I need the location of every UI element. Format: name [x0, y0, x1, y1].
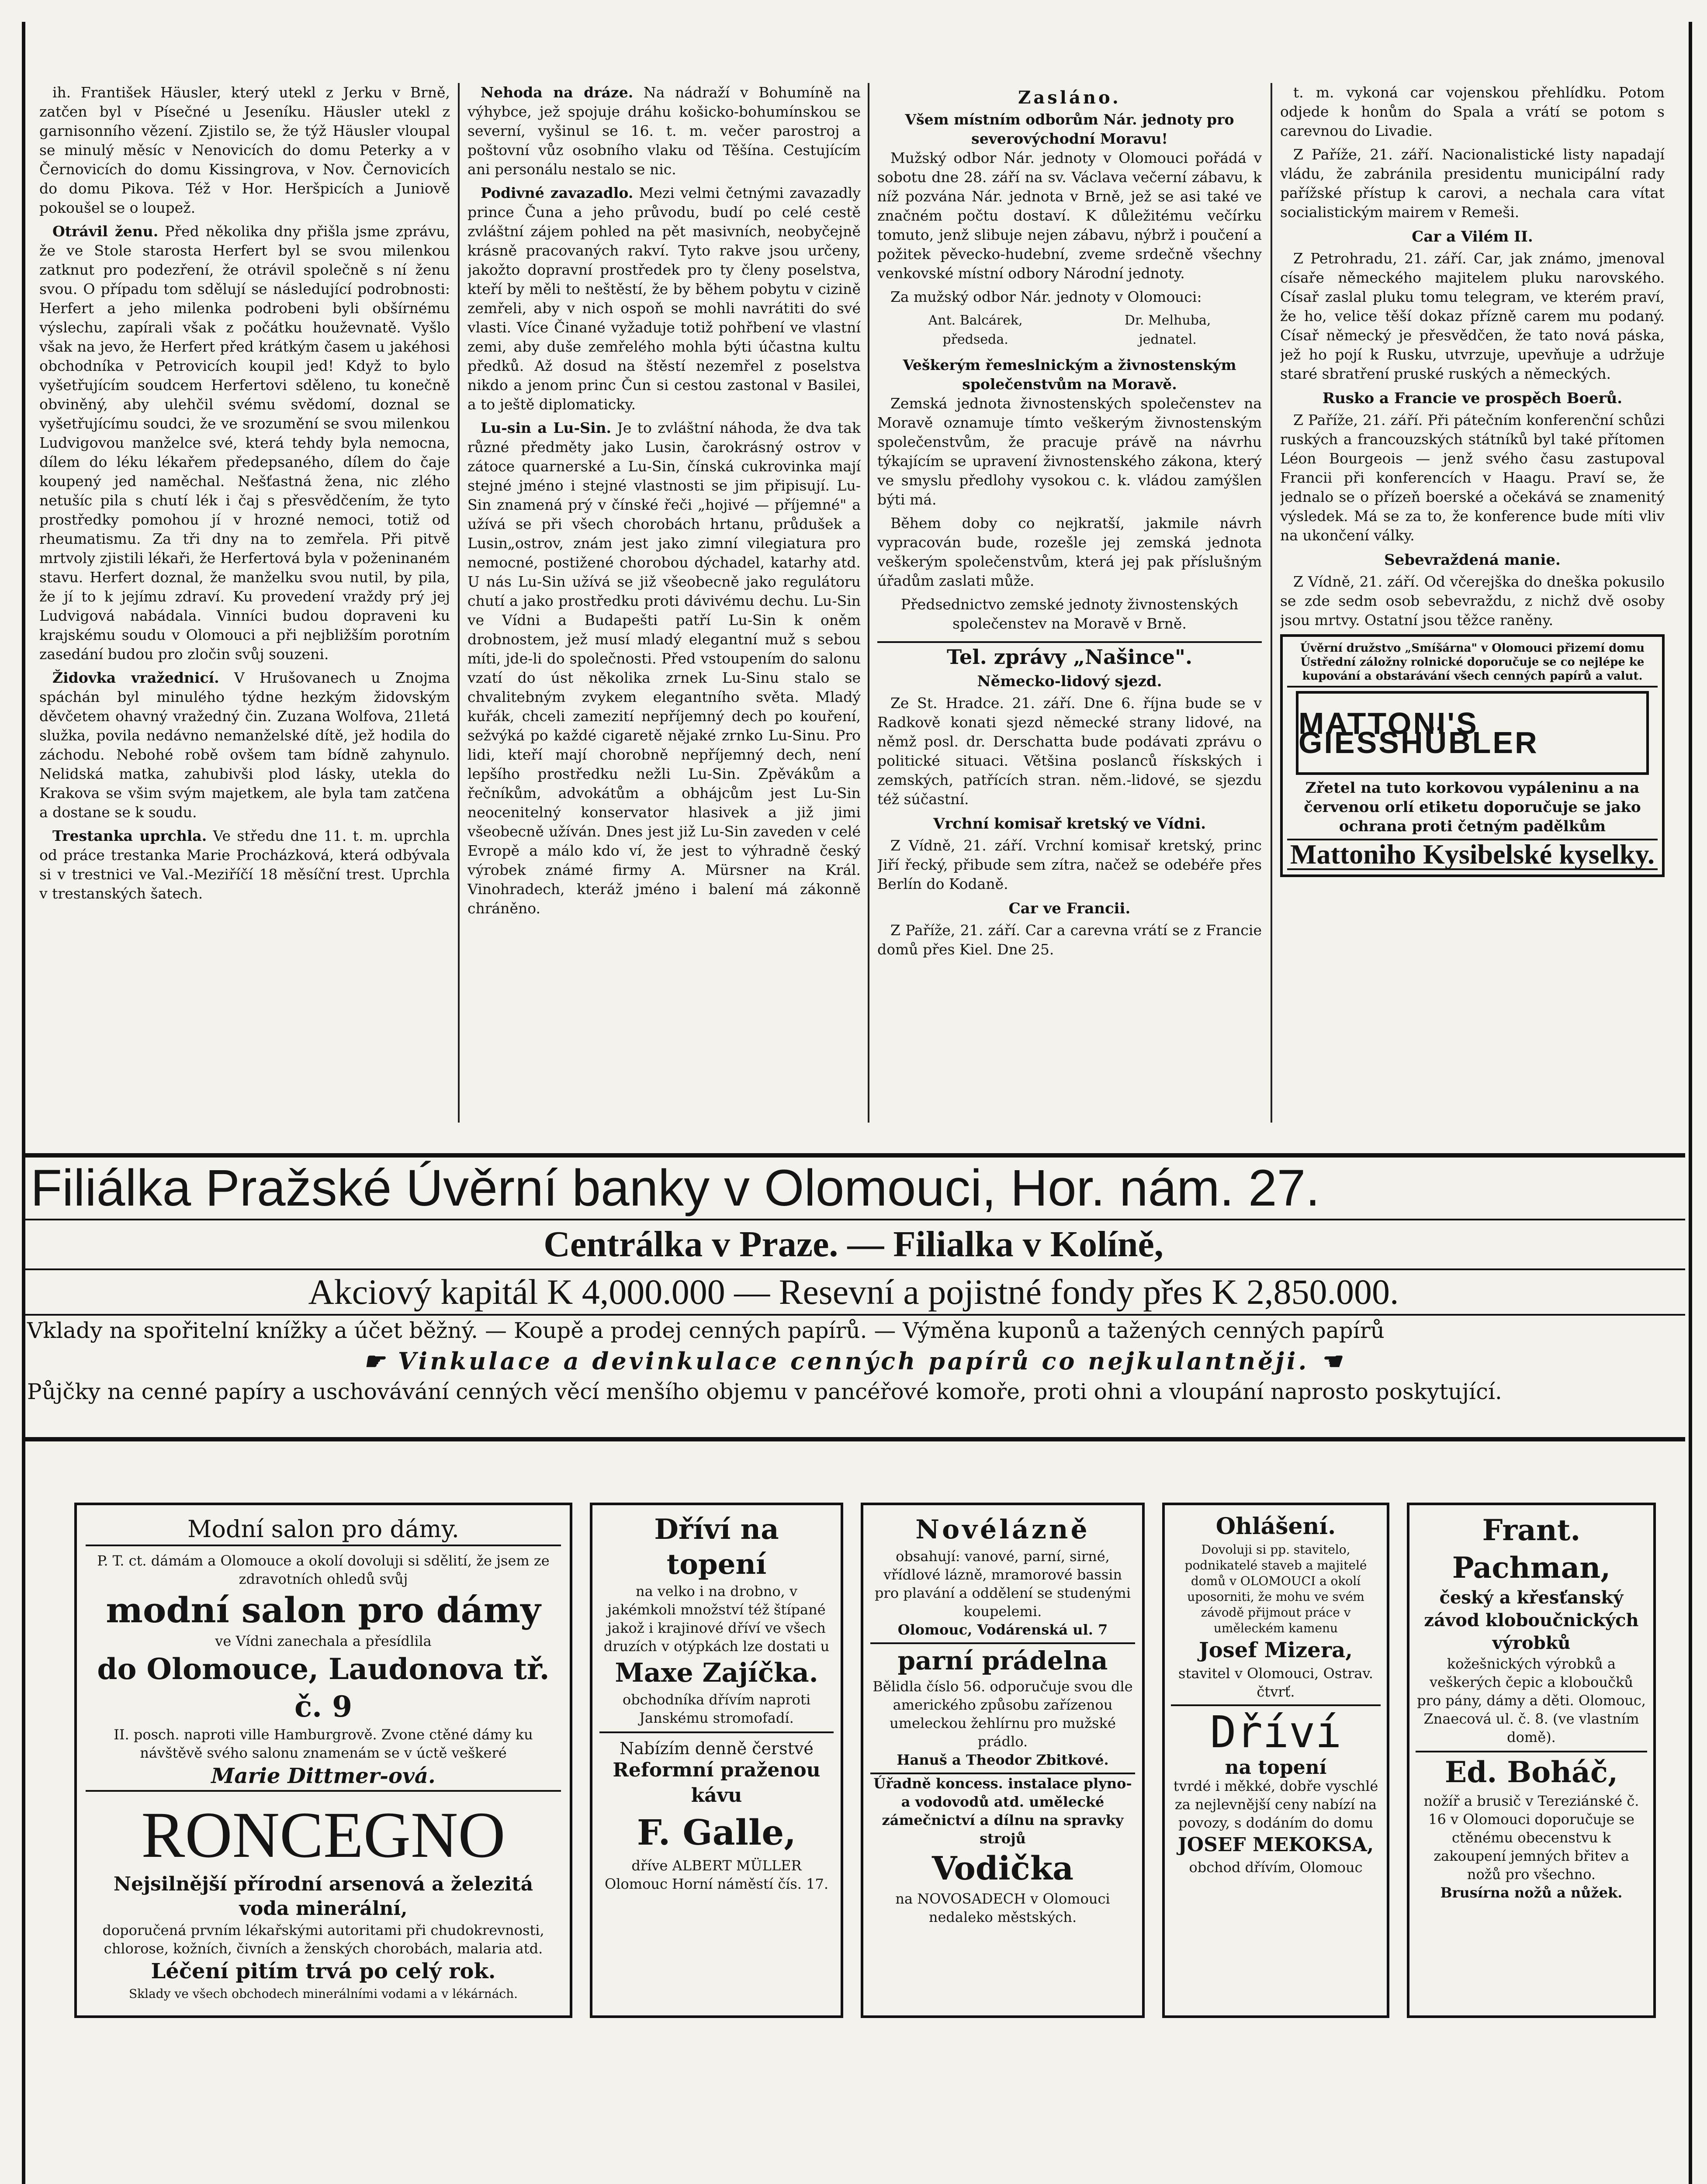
advert-text: Bělidla číslo 56. odporučuje svou dle amerického způsobu zařízenou umeleckou žehlírnu pro mužské prádlo. [873, 1678, 1133, 1750]
bank-title: Filiálka Pražské Úvěrní banky v Olomouci, Hor. nám. 27. [22, 1158, 1685, 1220]
article-text: Za mužský odbor Nár. jednoty v Olomouci: [890, 288, 1202, 305]
advert-highlight: modní salon pro dámy [106, 1590, 541, 1631]
advert-text: na NOVOSADECH v Olomouci nedaleko městských. [895, 1890, 1110, 1925]
article-text: Na nádraží v Bohumíně na výhybce, jež spojuje dráhu košicko-bohumínskou se severní, vyšinul se 16. t. m. večer parostroj a poštovní vůz osobního vlaku od Těšína. Cestujícím ani personálu nestalo se nic. [467, 84, 861, 178]
mattoni-logo: MATTONI'S GIESSHÜBLER [1296, 691, 1649, 775]
advert-name: Josef Mizera, [1199, 1638, 1353, 1662]
advert-text: doporučená prvním lékařskými autoritami při chudokrevnosti, chlorose, kožních, čivních a ženských chorobách, malaria atd. [102, 1922, 544, 1957]
advert-address: Olomouc, Vodárenská ul. 7 [870, 1621, 1135, 1644]
article-heading: Rusko a Francie ve prospěch Boerů. [1322, 390, 1623, 407]
article-text: t. m. vykoná car vojenskou přehlídku. Potom odjede k honům do Spala a vrátí se potom s carevnou do Livadie. [1280, 84, 1665, 139]
signature-name: Dr. Melhuba, [1124, 313, 1211, 328]
signature-role: předseda. [942, 332, 1008, 347]
column-divider [1271, 83, 1272, 1123]
advert-name: JOSEF MEKOKSA, [1177, 1834, 1374, 1856]
signature-role: jednatel. [1139, 332, 1197, 347]
pointing-hand-icon: ☛ [363, 1347, 398, 1375]
advert-text: Úřadně koncess. instalace plyno- a vodovodů atd. umělecké zámečnictví a dílnu na spravky strojů [873, 1775, 1132, 1847]
ohlaseni-advert [1162, 1503, 1389, 2018]
column-divider [458, 83, 460, 1123]
article-heading: Car ve Francii. [1008, 900, 1131, 917]
advert-header: Úvěrní družstvo „Smíšárna" v Olomouci přizemí domu Ústřední záložny rolnické doporučuje se co nejlépe ke kupování a obstarávání všech cenných papírů a valut. [1287, 641, 1658, 688]
article-zidovka [39, 668, 450, 822]
article-text: V Hrušovanech u Znojma spáchán byl minulého týdne hezkým židovským děvčetem ohavný vražedný čin. Zuzana Wolfova, 21letá služka, povila nedávno nemanželské dítě, jež hodila do záchodu. Nebohé robě ovšem tam bídně zahynulo. Nelidská matka, zahubivši plod lásky, utekla do Krakova se všim svým majetkem, ale byla tam zatčena a dostane se k soudu. [39, 669, 450, 821]
telegraph-title: Tel. zprávy „Našince". [877, 641, 1262, 667]
advert-text: Nejsilnější přírodní arsenová a železitá voda minerální, [113, 1873, 533, 1920]
advert-text: P. T. ct. dámám a Olomouce a okolí dovoluji si sdělití, že jsem ze zdravotních ohledů svůj [97, 1552, 550, 1587]
bank-advert [22, 1153, 1685, 1441]
advert-text: český a křesťanský závod kloboučnických výrobků [1424, 1587, 1639, 1653]
advert-text: kožešnických výrobků a veškerých čepic a kloboučků pro pány, dámy a děti. Olomouc, Znaecová ul. č. 8. (ve vlastním domě). [1416, 1655, 1647, 1752]
advert-address: do Olomouce, Laudonova tř. č. 9 [97, 1652, 550, 1724]
advert-text: Brusírna nožů a nůžek. [1440, 1884, 1623, 1901]
article-heading: Otrávil ženu. [52, 223, 159, 240]
advert-text: ve Vídni zanechala a přesídlila [215, 1633, 432, 1649]
article-heading: Lu-sin a Lu-Sin. [481, 419, 612, 436]
advert-text: obchod dřívím, Olomouc [1189, 1859, 1363, 1876]
article-trestanka [39, 826, 450, 903]
bank-vinkulace-text: Vinkulace a devinkulace cenných papírů co nejkulantněji. [398, 1347, 1309, 1375]
advert-text: nožíř a brusič v Tereziánské č. 16 v Olomouci doporučuje se ctěnému obecenstvu k zakoupení jemných břitev a nožů pro všechno. [1423, 1793, 1639, 1883]
article-heading: Trestanka uprchla. [52, 827, 207, 844]
advert-title: Dříví na topení [654, 1513, 779, 1581]
advert-text: Nabízím denně čerstvé [620, 1739, 814, 1758]
article-text: Z Paříže, 21. září. Nacionalistické listy napadají vládu, že zabránila presidentu municipální rady pařížské přístup k carovi, a nechala cara vítat socialistickým mairem v Remeši. [1280, 146, 1665, 221]
article-heading: Nehoda na dráze. [481, 84, 634, 101]
advert-signature: Marie Dittmer-ová. [86, 1762, 561, 1792]
advert-text: dříve ALBERT MÜLLER Olomouc Horní náměstí čís. 17. [605, 1857, 828, 1892]
advert-text: na velko i na drobno, v jakémkoli množství též štípané jakož i krajinové dříví ve všech druzích v otýpkách lze dostati u [603, 1583, 830, 1655]
signature-block: Předsednictvo zemské jednoty živnostenských společenstev na Moravě v Brně. [900, 596, 1239, 632]
article-text: Během doby co nejkratší, jakmile návrh vypracován bude, rozešle jej zemská jednota veškerým společenstvům, která jej pak příslušným úřadům zaslati může. [877, 515, 1262, 589]
advert-name: Hanuš a Theodor Zbitkové. [870, 1751, 1135, 1774]
advert-title: Novélázně [915, 1514, 1090, 1545]
advert-text: tvrdé i měkké, dobře vyschlé za nejlevnější ceny nabízí na povozy, s dodáním do domu [1173, 1778, 1378, 1831]
mattoni-name: Mattoniho Kysibelské kyselky. [1287, 839, 1658, 870]
article-text: Mužský odbor Nár. jednoty v Olomouci pořádá v sobotu dne 28. září na sv. Václava večerní zábavu, k níž pozvána Nár. jednota v Brně, jež se asi také ve značném počtu dostaví. K důležitému večírku tomuto, jenž slibuje nejen zábavu, nýbrž i poučení a požitek pěvecko-hudební, zveme srdečně všechny venkovské místní odbory Národní jednoty. [877, 149, 1262, 282]
article-text: Z Paříže, 21. září. Car a carevna vrátí se z Francie domů přes Kiel. Dne 25. [877, 922, 1262, 958]
article-text: Před několika dny přišla jsme zprávu, že ve Stole starosta Herfert byl se svou milenkou zatknut pro podezření, že otrávil společně s ní ženu svou. O případu tom sdělují se následující podrobnosti: Herfert a jeho milenka podrobeni byli obšírnému výslechu, zapírali však z počátku houževnatě. Vyšlo však na jevo, že Herfert před krátkým časem u jakéhosi obchodníka v Petrovicích koupil jed! Když to bylo vyšetřujícím soudcem Herfertovi sděleno, tu konečně obviněný, aby ulehčil svému svědomí, doznal se vyšetřujícímu soudci, že ve srozumění se svou milenkou Ludvigovou manželce své, která tehdy byla nemocna, dílem do léku lékařem předepsaného, dílem do čaje koupený jed naměchal. Nešťastná žena, nic zlého netušíc pila s chutí lék i čaj s přesvědčením, že tyto prostředky pomohou jí v hrozné nemoci, totiž od rheumatismu. Za tři dny na to zemřela. Při pitvě mrtvoly zjistili lékaři, že Herfertová byla v poženinaném stavu. Herfert doznal, že manželku svou nutil, by pila, že jí to k jejímu zdraví. Ku provedení vraždy prý jej Ludvigová nabádala. Vinníci budou dopraveni ku krajskému soudu v Olomouci a při nejbližším porotním zasedání budou pro zločin svůj souzeni. [39, 223, 450, 663]
article-heading: Podivné zavazadlo. [481, 184, 634, 201]
advert-grid [74, 1503, 1656, 2184]
article-text: Z Vídně, 21. září. Od včerejška do dneška pokusilo se zde sedm osob sebevraždu, z nichž dvě osoby jsou mrtvy. Ostatní jsou těžce raněny. [1280, 573, 1665, 629]
zajicek-advert [590, 1503, 843, 2018]
signatures [877, 311, 1262, 349]
pointing-hand-icon: ☚ [1309, 1347, 1344, 1375]
article-text: Je to zvláštní náhoda, že dva tak různé předměty jako Lusin, čarokrásný ostrov v zátoce quarnerské a Lu-Sin, čínská cukrovinka mají stejné jméno i stejné vlastnosti se jim připisují. Lu-Sin znamená prý v čínské řeči „hojivé — příjemné" a užívá se při všech chorobách hrtanu, průdušek a Lusin„ostrov, znám jest jako zimní vilegiatura pro nemocné, postižené chorobou dýchadel, katarhy atd. U nás Lu-Sin užívá se již všeobecně jako regulátoru chutí a jako prostředku proti dávivému dechu. Lu-Sin ve Vídni a Budapešti patří Lu-Sin k oněm drobnostem, jež musí mladý elegantní muž s sebou míti, jde-li do společnosti. Před vstoupením do salonu vzatí do úst několika zrnek Lu-Sinu stalo se chvalitebným zvykem elegantního světa. Mladý kuřák, chceli zamezití nepříjemný dech po kouření, sežvýká po každé cigaretě nějaké zrnko Lu-Sinu. Pro lidi, kteří mají chorobně nepříjemný dech, není lepšího prostředku nežli Lu-Sin. Zpěvákům a řečníkům, advokátům a obhájcům jest Lu-Sin neocenitelný konservator hlasivek a již jimi všeobecně užíván. Dnes jest již Lu-Sin zaveden v celé Evropě a málo kdo ví, že jest to výhradně český výrobek známé firmy A. Mürsner na Král. Vinohradech, kteráž jméno i balení má zákonně chráněno. [467, 419, 861, 917]
column-1 [39, 83, 450, 1123]
bank-services: Vklady na spořitelní knížky a účet běžný. — Koupě a prodej cenných papírů. — Výměna kuponů a tažených cenných papírů [27, 1318, 1385, 1343]
bank-branches: Centrálka v Praze. — Filialka v Kolíně, [544, 1224, 1163, 1265]
advert-text: Zřetel na tuto korkovou vypáleninu a na červenou orlí etiketu doporučuje se jako ochrana proti četným padělkům [1304, 779, 1641, 835]
advert-name: Vodička [931, 1850, 1074, 1887]
bank-vinkulace [22, 1345, 1685, 1377]
article-text: Zemská jednota živnostenských společenstev na Moravě oznamuje tímto veškerým živnostenským společenstvům, že pracuje právě na návrhu týkajícím se upravení živnostenského zákona, který ve smyslu předlohy vysokou c. k. vládou zamýšlen býti má. [877, 395, 1262, 508]
article-heading: Německo-lidový sjezd. [977, 673, 1162, 690]
bank-capital: Akciový kapitál K 4,000.000 — Resevní a pojistné fondy přes K 2,850.000. [22, 1268, 1685, 1316]
article-text: Ve středu dne 11. t. m. uprchla od práce trestanka Marie Procházková, která odbývala si v trestnici ve Val.-Meziříčí 18 měsíční trest. Uprchla v trestanských šatech. [39, 827, 450, 902]
column-divider [868, 83, 869, 1123]
advert-title: parní prádelna [897, 1646, 1108, 1676]
article-heading: Židovka vražednicí. [52, 669, 219, 686]
section-subtitle: Všem místním odborům Nár. jednoty pro severovýchodní Moravu! [905, 111, 1234, 147]
newspaper-page [22, 22, 1685, 2184]
roncegno-title: RONCEGNO [141, 1799, 506, 1871]
column-4 [1280, 83, 1665, 1123]
advert-title: Ohlášení. [1215, 1513, 1336, 1540]
advert-text: II. posch. naproti ville Hamburgrově. Zvone ctěné dámy ku návštěvě svého salonu znamenám se v úctě veškeré [114, 1726, 533, 1761]
article-text: Mezi velmi četnými zavazadly prince Čuna a jeho průvodu, budí po celé cestě zvláštní zájem pohled na pět masivních, neobyčejně krásně pracovaných rakví. Tyto rakve jsou určeny, jakožto dopravní prostředek pro ty členy poselstva, kteří by měli to neštěstí, že by během pobytu v cizině zemřeli, aby v nich ospoň se mohli navrátiti do své vlasti. Více Činané vyžaduje totiž pohřbení ve vlastní zemi, aby duše zemřelého mohla býti účastna kultu předků. Až dosud na štěstí nezemřel z poselstva nikdo a jenom princ Čun si cestou zastonal v Basilei, a to ještě diplomaticky. [467, 184, 861, 413]
column-2 [467, 83, 861, 1123]
article-hausler: ih. František Häusler, který utekl z Jerku v Brně, zatčen byl v Písečné u Jeseníku. Häusler utekl z garnisonního vězení. Zjistilo se, že týž Häusler vloupal se minulý měsíc v Nenovicích do domu Peterky a v Černovicích do domu Kissingrova, v Nov. Černovicích do domu Pikova. Též v Hor. Heršpicích a Juniově pokoušel se o loupež. [39, 84, 450, 216]
advert-text: obchodníka dřívím naproti Janskému stromofadí. [599, 1690, 834, 1733]
advert-text: Léčení pitím trvá po celý rok. [151, 1959, 496, 1984]
advert-title: Dříví [1210, 1707, 1342, 1758]
advert-name: Maxe Zajíčka. [615, 1658, 818, 1688]
pachman-advert [1407, 1503, 1656, 2018]
salon-advert [74, 1503, 572, 2018]
advert-name: F. Galle, [637, 1812, 796, 1853]
section-subtitle: Veškerým řemeslnickým a živnostenským společenstvům na Moravě. [903, 356, 1236, 393]
column-3 [877, 83, 1262, 1123]
article-heading: Vrchní komisař kretský ve Vídni. [933, 815, 1206, 833]
article-heading: Car a Vilém II. [1412, 228, 1533, 245]
article-text: Z Vídně, 21. září. Vrchní komisař kretský, princ Jiří řecký, přibude sem zítra, načež se odebéře přes Berlín do Kodaně. [877, 837, 1262, 892]
novelazne-advert [861, 1503, 1145, 2018]
advert-text: obsahují: vanové, parní, sirné, vřídlové lázně, mramorové bassin pro plavání a oddělení se studenými koupelemi. [875, 1548, 1131, 1620]
advert-text: stavitel v Olomouci, Ostrav. čtvrť. [1171, 1664, 1381, 1706]
advert-title: Modní salon pro dámy. [86, 1514, 561, 1546]
advert-highlight: Reformní praženou kávu [613, 1759, 821, 1807]
advert-text: Sklady ve všech obchodech minerálními vodami a v lékárnách. [128, 1987, 518, 2001]
section-title: Zasláno. [1018, 87, 1121, 108]
advert-text: na topení [1225, 1756, 1327, 1779]
advert-title: Ed. Boháč, [1444, 1755, 1618, 1789]
article-text: Ze St. Hradce. 21. září. Dne 6. října bude se v Radkově konati sjezd německé strany lidové, na němž posl. dr. Derschatta bude podávati zprávu o politické situaci. Většina poslanců řískských i zemských, patřících stran. něm.-lidové, se sjezdu též súčastní. [877, 695, 1262, 808]
signature-name: Ant. Balcárek, [928, 313, 1023, 328]
mattoni-advert [1280, 634, 1665, 877]
article-text: Z Petrohradu, 21. září. Car, jak známo, jmenoval císaře německého majitelem pluku narovského. Císař zaslal pluku tomu telegram, ve kterém praví, že ho, velice těší dokaz přízně carem mu podaný. Císař německý je přesvědčen, že tato nová páska, jež ho pojí k Rusku, utvrzuje, upevňuje a udržuje staré sbratření pruské ruských a německých. [1280, 250, 1665, 382]
advert-text: Dovoluji si pp. stavitelo, podnikatelé staveb a majitelé domů v OLOMOUCI a okolí uposorniti, že mohu ve svém závodě přijmout práce v uměleckém kamenu [1184, 1542, 1367, 1635]
article-text: Z Paříže, 21. září. Při pátečním konferenční schůzi ruských a francouzských státníků byl také přítomen Léon Bourgeois — jenž svého času zastupoval Francii při konferencích v Haagu. Praví se, že jednalo se o přízeň boerské a očekává se znamenitý výsledek. Má se za to, že konference bude míti vliv na ukončení války. [1280, 411, 1665, 544]
bank-loans: Půjčky na cenné papíry a uschovávání cenných věcí menšího objemu v pancéřové komoře, proti ohni a vloupání naprosto poskytující. [27, 1379, 1502, 1404]
article-heading: Sebevraždená manie. [1384, 551, 1561, 569]
article-otravil [39, 222, 450, 664]
advert-title: Frant. Pachman, [1452, 1513, 1611, 1585]
